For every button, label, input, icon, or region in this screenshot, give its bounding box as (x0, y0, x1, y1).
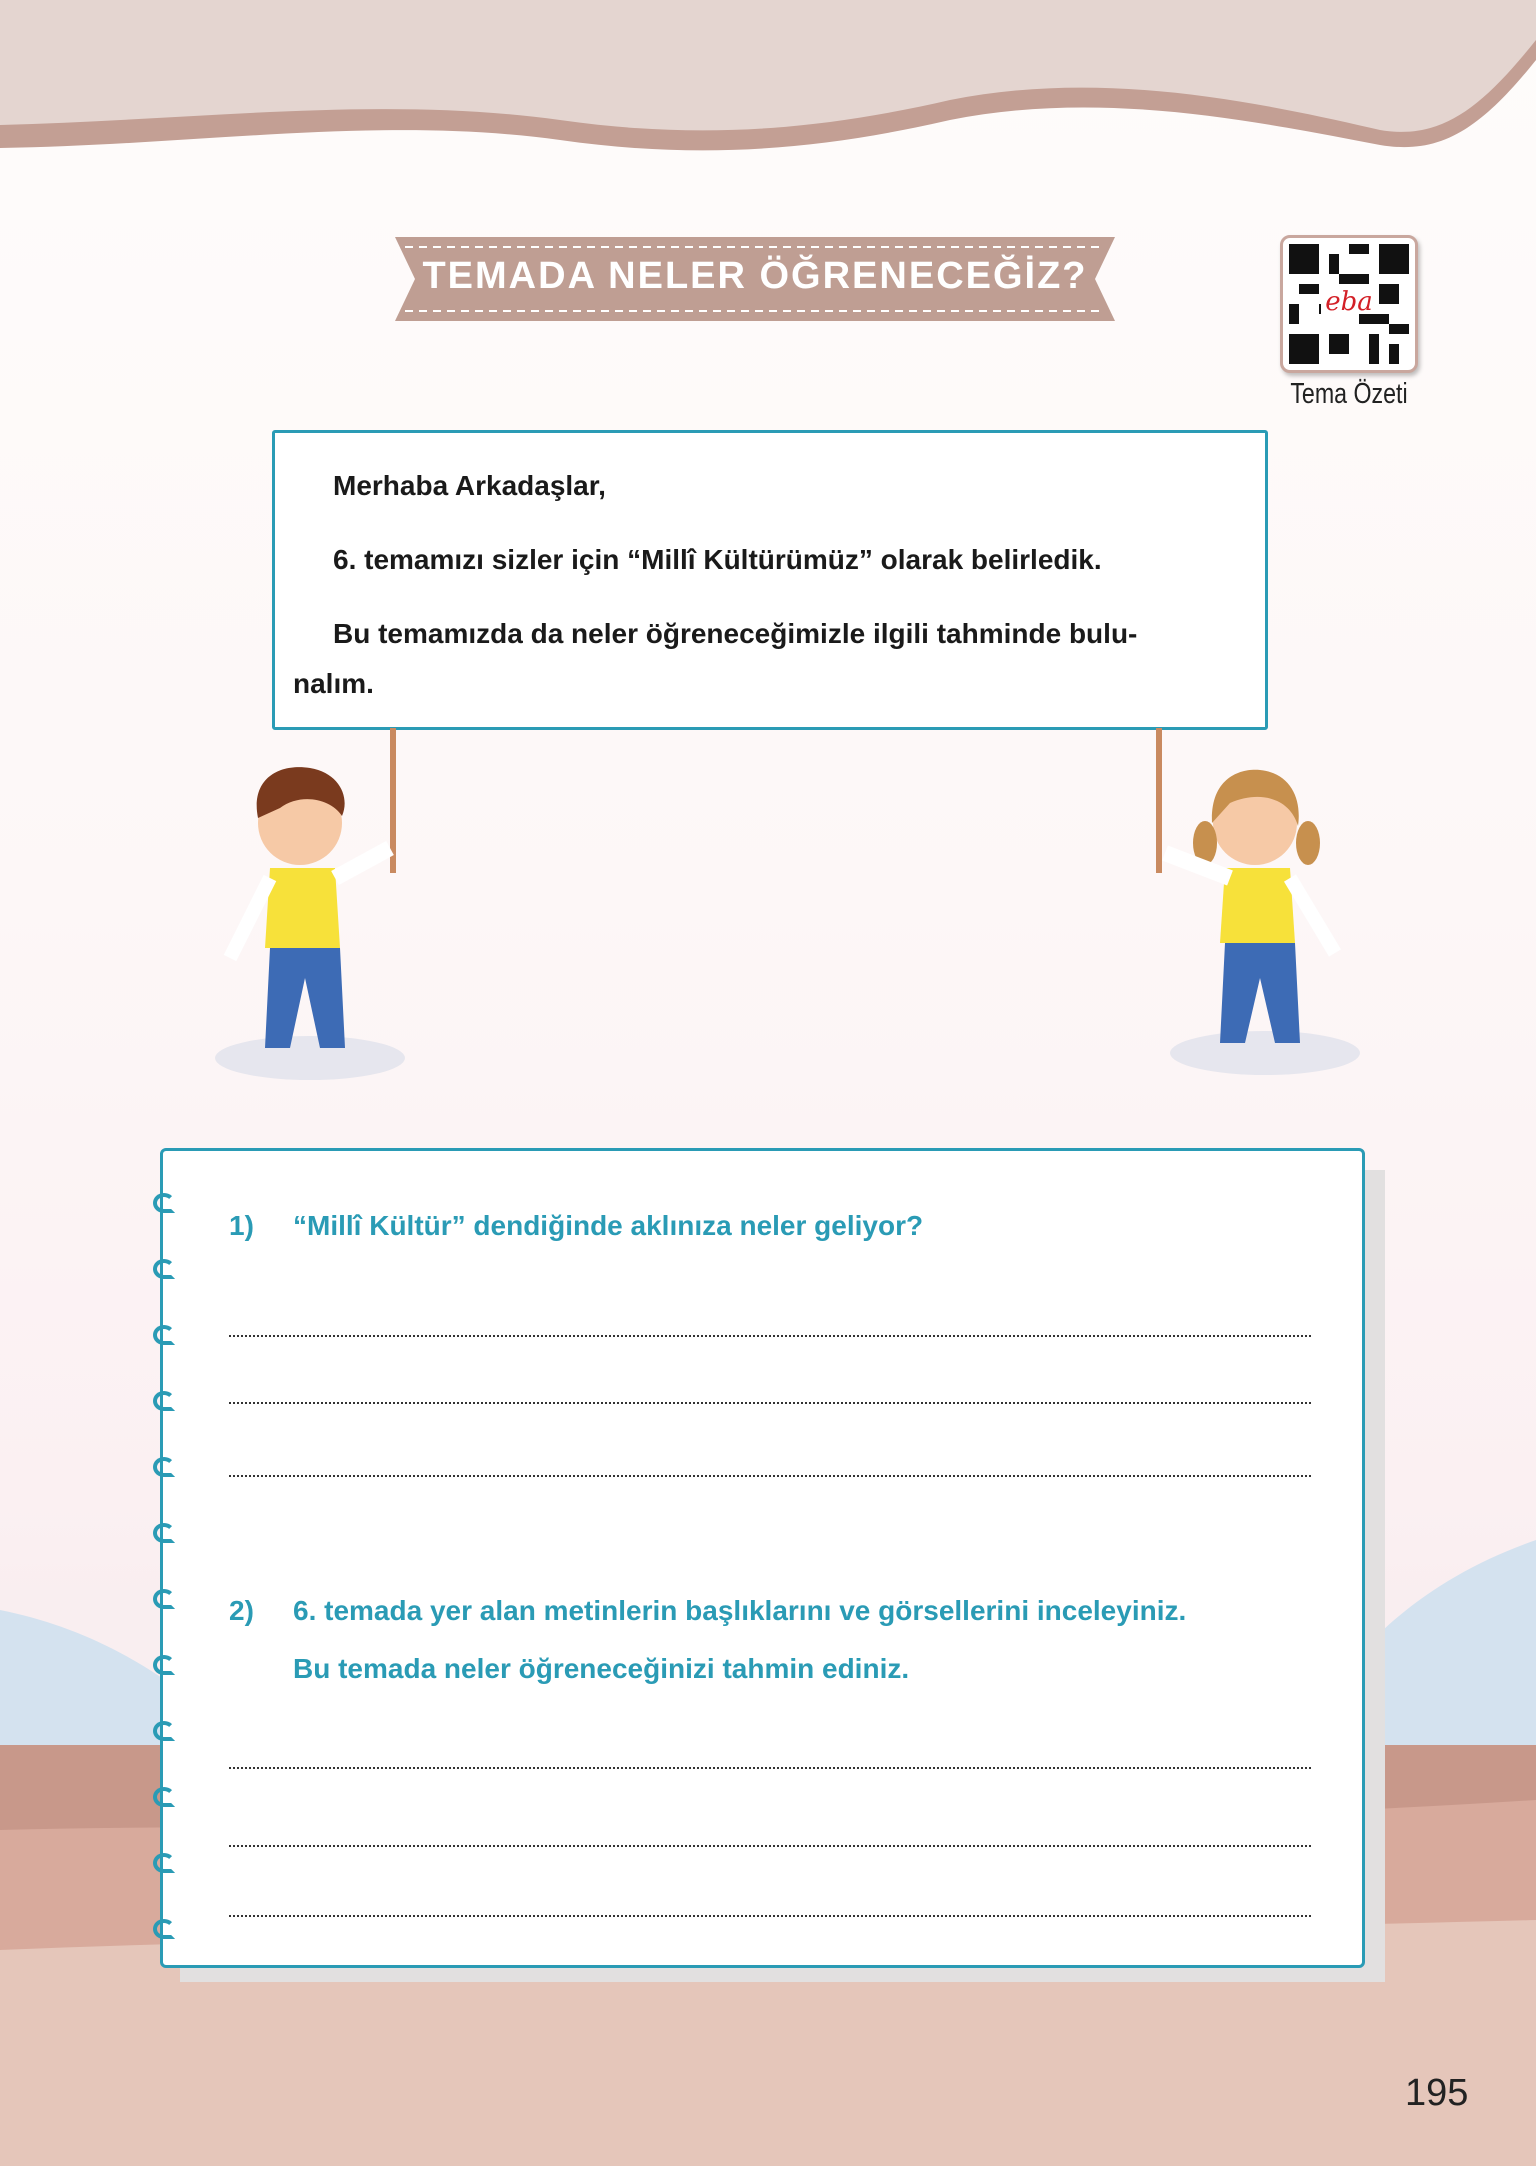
answer-line[interactable] (229, 1845, 1311, 1847)
qr-caption: Tema Özeti (1290, 378, 1408, 410)
spiral-ring-icon (153, 1325, 175, 1345)
title-banner (395, 237, 1115, 321)
message-box (272, 430, 1268, 730)
page-title: TEMADA NELER ÖĞRENECEĞİZ? (422, 255, 1088, 297)
spiral-ring-icon (153, 1523, 175, 1543)
answer-line[interactable] (229, 1335, 1311, 1337)
spiral-ring-icon (153, 1457, 175, 1477)
message-line: nalım. (293, 668, 374, 699)
answer-line[interactable] (229, 1767, 1311, 1769)
spiral-ring-icon (153, 1853, 175, 1873)
notebook-card (160, 1148, 1365, 1968)
spiral-ring-icon (153, 1193, 175, 1213)
message-line: Bu temamızda da neler öğreneceğimizle ilgili tahminde bulu- (333, 618, 1138, 649)
spiral-ring-icon (153, 1391, 175, 1411)
answer-line[interactable] (229, 1402, 1311, 1404)
question-text: 6. temada yer alan metinlerin başlıklarını ve görsellerini inceleyiniz. (293, 1595, 1187, 1626)
question-number: 1) (229, 1210, 254, 1241)
message-line: 6. temamızı sizler için “Millî Kültürümüz” olarak belirledik. (333, 544, 1102, 575)
svg-text:eba: eba (1325, 287, 1373, 317)
boy-illustration (210, 728, 430, 1088)
spiral-ring-icon (153, 1259, 175, 1279)
spiral-ring-icon (153, 1655, 175, 1675)
spiral-ring-icon (153, 1589, 175, 1609)
answer-line[interactable] (229, 1915, 1311, 1917)
spiral-ring-icon (153, 1721, 175, 1741)
answer-line[interactable] (229, 1475, 1311, 1477)
greeting: Merhaba Arkadaşlar, (333, 470, 606, 501)
spiral-ring-icon (153, 1919, 175, 1939)
page-number: 195 (1405, 2072, 1469, 2114)
question-number: 2) (229, 1595, 254, 1626)
qr-code[interactable] (1280, 235, 1418, 373)
question-text: “Millî Kültür” dendiğinde aklınıza neler geliyor? (293, 1210, 924, 1241)
question-text: Bu temada neler öğreneceğinizi tahmin ediniz. (293, 1653, 910, 1684)
spiral-ring-icon (153, 1787, 175, 1807)
girl-illustration (1140, 728, 1370, 1088)
